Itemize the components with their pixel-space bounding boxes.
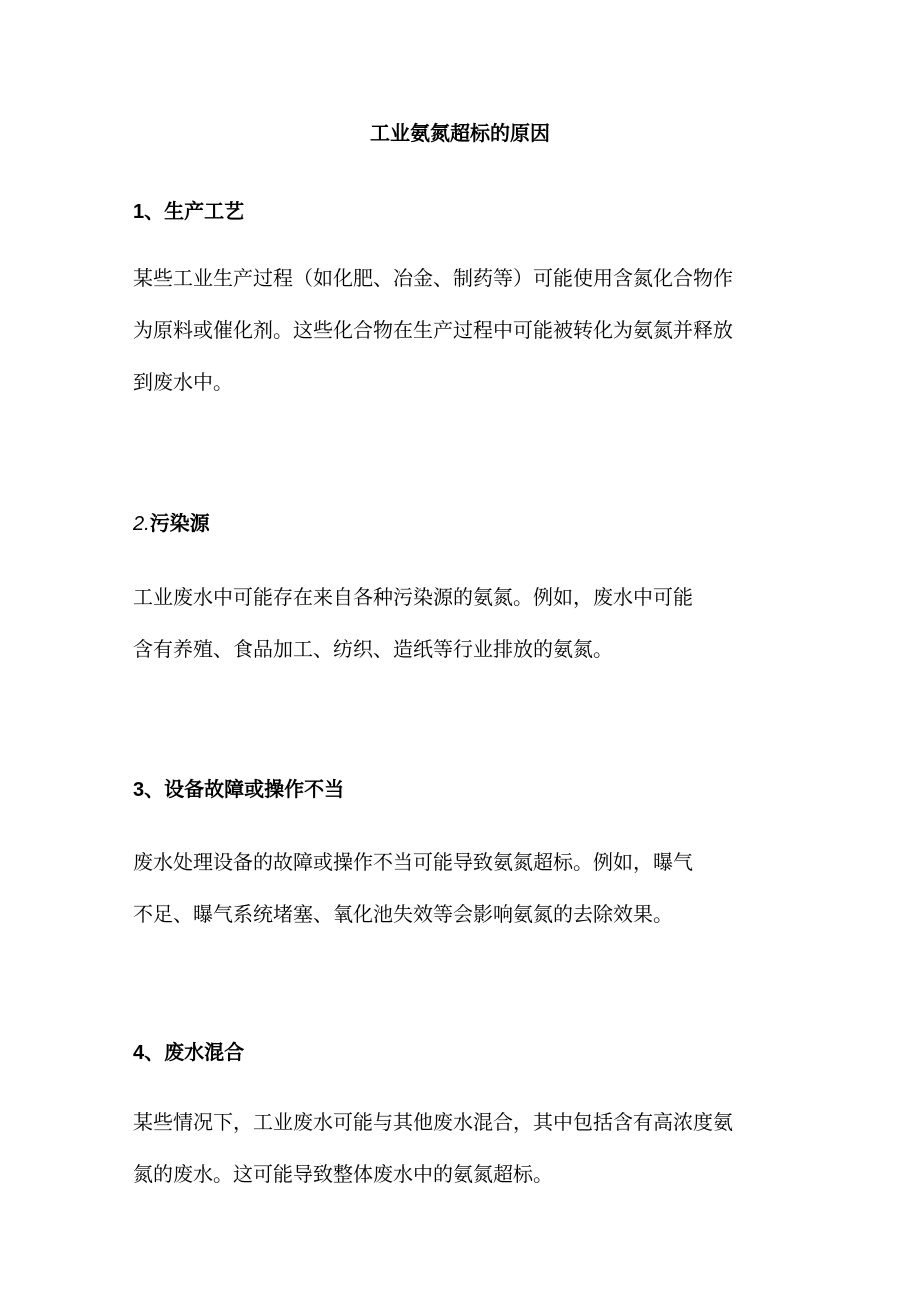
section-number-2: 2. xyxy=(133,513,150,535)
section-paragraph-1 xyxy=(133,252,798,408)
section-heading-3 xyxy=(133,774,344,805)
section-paragraph-3 xyxy=(133,836,798,940)
paragraph-line: 到废水中。 xyxy=(133,370,233,394)
paragraph-line: 某些工业生产过程（如化肥、冶金、制药等）可能使用含氮化合物作 xyxy=(133,266,733,290)
section-heading-2 xyxy=(133,508,210,539)
paragraph-line: 为原料或催化剂。这些化合物在生产过程中可能被转化为氨氮并释放 xyxy=(133,318,733,342)
section-paragraph-4 xyxy=(133,1096,798,1200)
section-title-4: 废水混合 xyxy=(164,1040,245,1064)
section-heading-4 xyxy=(133,1037,244,1068)
section-number-1: 1、 xyxy=(133,201,165,223)
paragraph-line: 某些情况下，工业废水可能与其他废水混合，其中包括含有高浓度氨 xyxy=(133,1110,733,1134)
paragraph-line: 氮的废水。这可能导致整体废水中的氨氮超标。 xyxy=(133,1162,553,1186)
paragraph-line: 不足、曝气系统堵塞、氧化池失效等会影响氨氮的去除效果。 xyxy=(133,902,673,926)
document-title: 工业氨氮超标的原因 xyxy=(370,121,550,145)
section-title-2: 污染源 xyxy=(149,511,210,535)
section-title-1: 生产工艺 xyxy=(164,199,245,223)
section-title-3: 设备故障或操作不当 xyxy=(164,777,345,801)
paragraph-line: 工业废水中可能存在来自各种污染源的氨氮。例如，废水中可能 xyxy=(133,585,693,609)
paragraph-line: 废水处理设备的故障或操作不当可能导致氨氮超标。例如，曝气 xyxy=(133,850,693,874)
section-number-4: 4、 xyxy=(133,1042,165,1064)
section-number-3: 3、 xyxy=(133,779,165,801)
section-paragraph-2 xyxy=(133,571,798,675)
paragraph-line: 含有养殖、食品加工、纺织、造纸等行业排放的氨氮。 xyxy=(133,637,613,661)
section-heading-1 xyxy=(133,196,244,227)
